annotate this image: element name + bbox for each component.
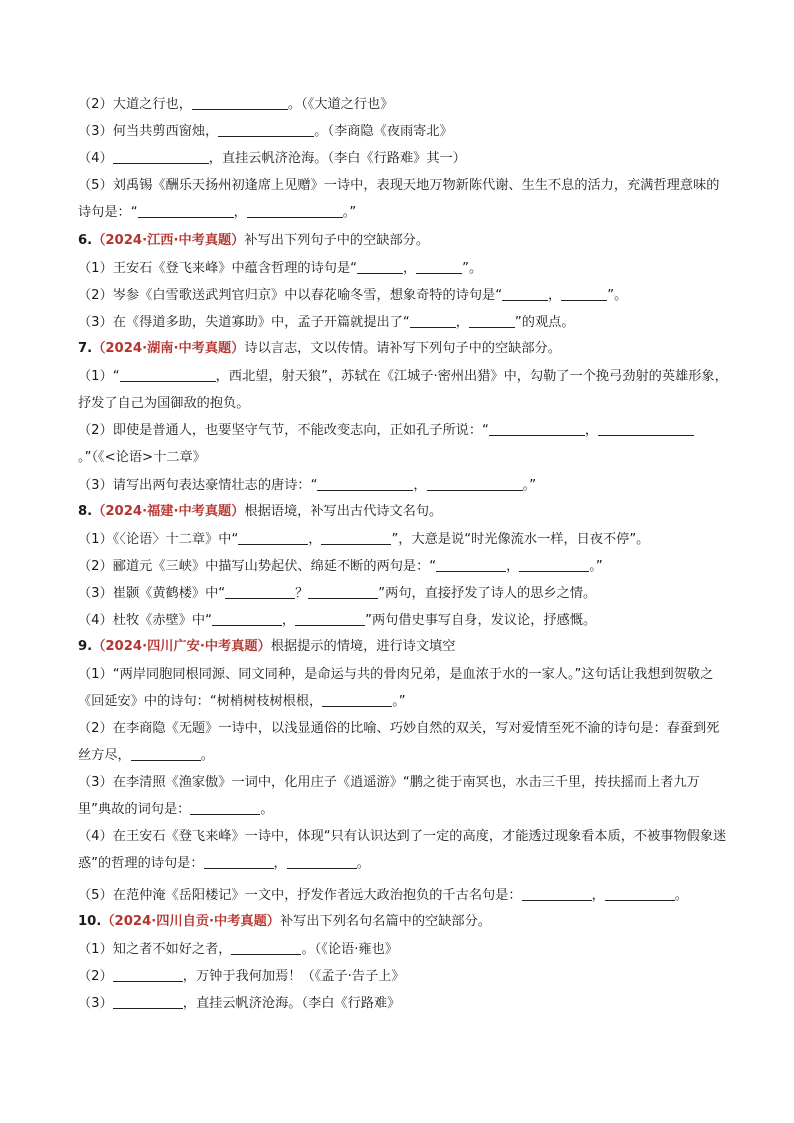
q6-item-1 xyxy=(78,259,728,278)
text: （3）崔颢《黄鹤楼》中“ xyxy=(78,586,226,601)
line-q5-2 xyxy=(78,95,728,114)
text: ， xyxy=(233,205,247,220)
text: 。 xyxy=(200,748,214,763)
answer-blank[interactable] xyxy=(522,886,592,901)
question-10-header xyxy=(78,913,728,931)
answer-blank[interactable] xyxy=(247,203,343,218)
text: ”，大意是说“时光像流水一样，日夜不停”。 xyxy=(391,532,650,547)
text: （2）大道之行也， xyxy=(78,97,192,112)
text: 。” xyxy=(589,559,603,574)
answer-blank[interactable] xyxy=(295,611,365,626)
q6-item-2 xyxy=(78,286,728,305)
q10-item-2 xyxy=(78,967,728,986)
answer-blank[interactable] xyxy=(287,854,357,869)
answer-blank[interactable] xyxy=(225,584,295,599)
q8-item-2 xyxy=(78,557,728,576)
text: ， xyxy=(273,856,287,871)
answer-blank[interactable] xyxy=(410,313,456,328)
text: ， xyxy=(413,478,427,493)
answer-blank[interactable] xyxy=(502,286,548,301)
q10-item-3 xyxy=(78,994,728,1013)
text: （2）郦道元《三峡》中描写山势起伏、绵延不断的两句是：“ xyxy=(78,559,437,574)
text: ，直挂云帆济沧海。（李白《行路难》 xyxy=(182,996,401,1011)
text: 。”（《<论语>十二章》 xyxy=(78,450,206,465)
answer-blank[interactable] xyxy=(138,203,234,218)
text: （1）《〈论语〉十二章》中“ xyxy=(78,532,239,547)
answer-blank[interactable] xyxy=(519,557,589,572)
text: 。（李商隐《夜雨寄北》 xyxy=(314,124,453,139)
answer-blank[interactable] xyxy=(308,584,378,599)
answer-blank[interactable] xyxy=(113,967,183,982)
question-source: （2024·四川广安·中考真题） xyxy=(92,639,271,654)
answer-blank[interactable] xyxy=(192,95,288,110)
question-number: 7. xyxy=(78,341,93,356)
answer-blank[interactable] xyxy=(113,994,183,1009)
text: （4） xyxy=(78,151,113,166)
text: 。” xyxy=(392,694,406,709)
text: （2） xyxy=(78,969,113,984)
answer-blank[interactable] xyxy=(489,421,585,436)
q8-item-3 xyxy=(78,584,728,603)
answer-blank[interactable] xyxy=(120,367,216,382)
answer-blank[interactable] xyxy=(598,421,694,436)
text: （2）即使是普通人，也要坚守气节，不能改变志向，正如孔子所说：“ xyxy=(78,423,489,438)
answer-blank[interactable] xyxy=(218,122,314,137)
line-q5-4 xyxy=(78,149,728,168)
text: （1）王安石《登飞来峰》中蕴含哲理的诗句是“ xyxy=(78,261,357,276)
q7-item-1 xyxy=(78,363,728,417)
text: （5）在范仲淹《岳阳楼记》一文中，抒发作者远大政治抱负的千古名句是： xyxy=(78,888,522,903)
answer-blank[interactable] xyxy=(204,854,274,869)
answer-blank[interactable] xyxy=(212,611,282,626)
text: ”两句借史事写自身，发议论，抒感慨。 xyxy=(365,613,597,628)
answer-blank[interactable] xyxy=(231,940,301,955)
question-source: （2024·四川自贡·中考真题） xyxy=(101,914,280,929)
q7-item-2 xyxy=(78,417,728,471)
text: （2）在李商隐《无题》一诗中，以浅显通俗的比喻、巧妙自然的双关，写对爱情至死不渝的诗句是：春蚕到死丝方尽， xyxy=(78,721,720,763)
text: 。 xyxy=(356,856,370,871)
question-7-header xyxy=(78,340,728,358)
q9-item-4 xyxy=(78,823,728,877)
text: ， xyxy=(402,261,417,276)
text: （4）在王安石《登飞来峰》一诗中，体现“只有认识达到了一定的高度，才能透过现象看本质，不被事物假象迷惑”的哲理的诗句是： xyxy=(78,829,727,871)
q8-item-1 xyxy=(78,530,728,549)
text: 。” xyxy=(342,205,357,220)
text: ”。 xyxy=(607,288,628,303)
q8-item-4 xyxy=(78,611,728,630)
text: ”两句，直接抒发了诗人的思乡之情。 xyxy=(378,586,597,601)
text: （4）杜牧《赤壁》中“ xyxy=(78,613,212,628)
answer-blank[interactable] xyxy=(427,476,523,491)
answer-blank[interactable] xyxy=(416,259,462,274)
q9-item-3 xyxy=(78,769,728,823)
text: ，万钟于我何加焉！（《孟子·告子上》 xyxy=(182,969,405,984)
text: ”。 xyxy=(462,261,483,276)
text: ， xyxy=(455,315,469,330)
q10-item-1 xyxy=(78,940,728,959)
question-6-header xyxy=(78,232,728,250)
text: ， xyxy=(591,888,605,903)
answer-blank[interactable] xyxy=(561,286,607,301)
text: 。（《论语·雍也》 xyxy=(301,942,398,957)
question-number: 10. xyxy=(78,914,102,929)
question-9-header xyxy=(78,638,728,656)
q9-item-5 xyxy=(78,886,728,905)
q7-item-3 xyxy=(78,476,728,495)
q6-item-3 xyxy=(78,313,728,332)
text: （3） xyxy=(78,996,113,1011)
text: 。（《大道之行也》 xyxy=(287,97,394,112)
text: （3）何当共剪西窗烛， xyxy=(78,124,219,139)
question-number: 8. xyxy=(78,504,93,519)
text: ， xyxy=(584,423,599,438)
question-source: （2024·福建·中考真题） xyxy=(92,504,245,519)
answer-blank[interactable] xyxy=(131,746,201,761)
question-number: 6. xyxy=(78,233,93,248)
q9-item-2 xyxy=(78,715,728,769)
question-source: （2024·江西·中考真题） xyxy=(92,233,245,248)
text: ？ xyxy=(295,586,309,601)
answer-blank[interactable] xyxy=(113,149,209,164)
text: 。 xyxy=(674,888,688,903)
question-number: 9. xyxy=(78,639,93,654)
question-source: （2024·湖南·中考真题） xyxy=(92,341,245,356)
text: ，直挂云帆济沧海。（李白《行路难》其一） xyxy=(208,151,466,166)
answer-blank[interactable] xyxy=(436,557,506,572)
text: 。 xyxy=(260,802,274,817)
text: （1）“ xyxy=(78,369,120,384)
answer-blank[interactable] xyxy=(317,476,413,491)
text: ，西北望，射天狼”，苏轼在《江城子·密州出猎》中，勾勒了一个挽弓劲射的英雄形象，抒发了自己为国御敌的抱负。 xyxy=(78,369,728,411)
text: （3）在《得道多助，失道寡助》中，孟子开篇就提出了“ xyxy=(78,315,410,330)
answer-blank[interactable] xyxy=(321,530,391,545)
question-prompt: 根据提示的情境，进行诗文填空 xyxy=(270,639,456,654)
answer-blank[interactable] xyxy=(190,800,260,815)
question-8-header xyxy=(78,503,728,521)
answer-blank[interactable] xyxy=(322,692,392,707)
question-prompt: 诗以言志，文以传情。请补写下列句子中的空缺部分。 xyxy=(244,341,561,356)
text: （2）岑参《白雪歌送武判官归京》中以春花喻冬雪，想象奇特的诗句是“ xyxy=(78,288,503,303)
text: ， xyxy=(308,532,322,547)
answer-blank[interactable] xyxy=(469,313,515,328)
line-q5-3 xyxy=(78,122,728,141)
answer-blank[interactable] xyxy=(605,886,675,901)
text: （5）刘禹锡《酬乐天扬州初逢席上见赠》一诗中，表现天地万物新陈代谢、生生不息的活力，充满哲理意味的诗句是：“ xyxy=(78,178,720,220)
text: 。” xyxy=(522,478,537,493)
text: （3）在李清照《渔家傲》一词中，化用庄子《逍遥游》“鹏之徙于南冥也，水击三千里，抟扶摇而上者九万里”典故的词句是： xyxy=(78,775,700,817)
text: ， xyxy=(281,613,296,628)
q9-item-1 xyxy=(78,661,728,715)
text: （1）“两岸同胞同根同源、同文同种，是命运与共的骨肉兄弟，是血浓于水的一家人。”这句话让我想到贺敬之《回延安》中的诗句：“树梢树枝树根根， xyxy=(78,667,714,709)
text: （3）请写出两句表达豪情壮志的唐诗：“ xyxy=(78,478,318,493)
line-q5-5 xyxy=(78,172,728,226)
answer-blank[interactable] xyxy=(357,259,403,274)
answer-blank[interactable] xyxy=(238,530,308,545)
text: ”的观点。 xyxy=(514,315,575,330)
text: ， xyxy=(548,288,562,303)
text: ， xyxy=(506,559,520,574)
question-prompt: 根据语境，补写出古代诗文名句。 xyxy=(244,504,443,519)
text: （1）知之者不如好之者， xyxy=(78,942,232,957)
question-prompt: 补写出下列句子中的空缺部分。 xyxy=(244,233,430,248)
question-prompt: 补写出下列名句名篇中的空缺部分。 xyxy=(279,914,491,929)
